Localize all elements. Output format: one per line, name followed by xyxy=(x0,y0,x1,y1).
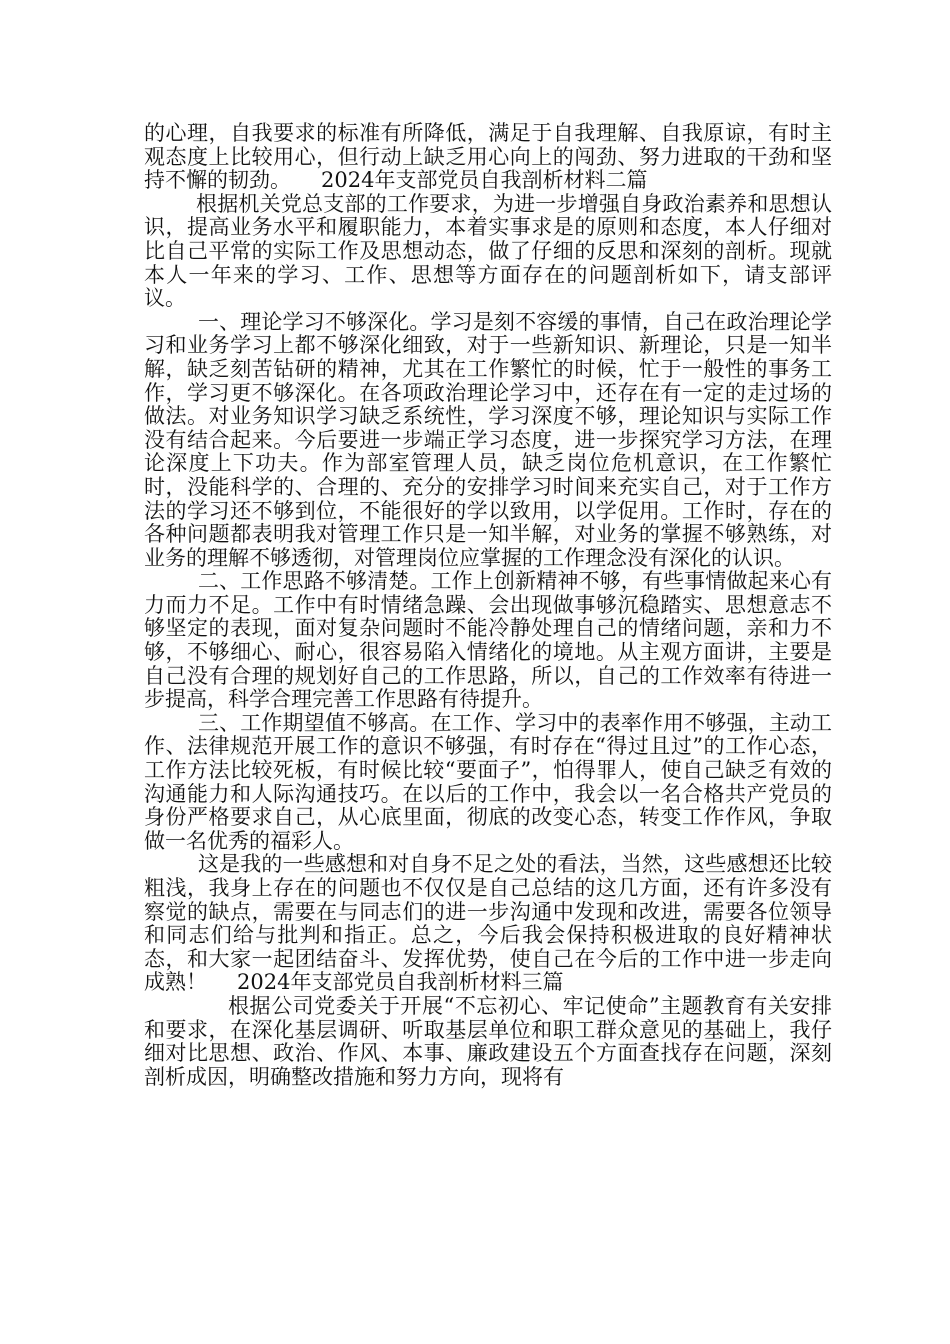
section-heading-3: 2024年支部党员自我剖析材料三篇 xyxy=(237,970,564,995)
paragraph-section-3-intro: 根据公司党委关于开展“不忘初心、牢记使命”主题教育有关安排和要求，在深化基层调研、听取基层单位和职工群众意见的基础上，我仔细对比思想、政治、作风、本事、廉政建设五个方面查找存在问题，深刻剖析成因，明确整改措施和努力方向，现将有 xyxy=(144,993,832,1089)
paragraph-intro: 根据机关党总支部的工作要求，为进一步增强自身政治素养和思想认识，提高业务水平和履职能力，本着实事求是的原则和态度，本人仔细对比自己平常的实际工作及思想动态，做了仔细的反思和深刻的剖析。现就本人一年来的学习、工作、思想等方面存在的问题剖析如下，请支部评议。 xyxy=(144,191,832,311)
paragraph-text: 这是我的一些感想和对自身不足之处的看法，当然，这些感想还比较粗浅，我身上存在的问题也不仅仅是自己总结的这几方面，还有许多没有察觉的缺点，需要在与同志们的进一步沟通中发现和改进，需要各位领导和同志们给与批判和指正。总之，今后我会保持积极进取的良好精神状态，和大家一起团结奋斗、发挥优势，使自己在今后的工作中进一步走向成熟！ xyxy=(144,852,832,995)
paragraph-point-2: 二、工作思路不够清楚。工作上创新精神不够，有些事情做起来心有力而力不足。工作中有时情绪急躁、会出现做事够沉稳踏实、思想意志不够坚定的表现，面对复杂问题时不能冷静处理自己的情绪问题，亲和力不够，不够细心、耐心，很容易陷入情绪化的境地。从主观方面讲，主要是自己没有合理的规划好自己的工作思路，所以，自己的工作效率有待进一步提高，科学合理完善工作思路有待提升。 xyxy=(144,569,832,712)
paragraph-continuation xyxy=(144,122,832,193)
paragraph-point-3: 三、工作期望值不够高。在工作、学习中的表率作用不够强，主动工作、法律规范开展工作的意识不够强，有时存在“得过且过”的工作心态，工作方法比较死板，有时候比较“要面子”，怕得罪人，使自己缺乏有效的沟通能力和人际沟通技巧。在以后的工作中，我会以一名合格共产党员的身份严格要求自己，从心底里面，彻底的改变心态，转变工作作风，争取做一名优秀的福彩人。 xyxy=(144,710,832,853)
paragraph-text: 的心理，自我要求的标准有所降低，满足于自我理解、自我原谅，有时主观态度上比较用心，但行动上缺乏用心向上的闯劲、努力进取的干劲和坚持不懈的韧劲。 xyxy=(144,121,832,193)
document-page xyxy=(144,122,832,1089)
paragraph-point-1: 一、理论学习不够深化。学习是刻不容缓的事情，自己在政治理论学习和业务学习上都不够深化细致，对于一些新知识、新理论，只是一知半解，缺乏刻苦钻研的精神，尤其在工作繁忙的时候，忙于一般性的事务工作，学习更不够深化。在各项政治理论学习中，还存在有一定的走过场的做法。对业务知识学习缺乏系统性，学习深度不够，理论知识与实际工作没有结合起来。今后要进一步端正学习态度，进一步探究学习方法，在理论深度上下功夫。作为部室管理人员，缺乏岗位危机意识，在工作繁忙时，没能科学的、合理的、充分的安排学习时间来充实自己，对于工作方法的学习还不够到位，不能很好的学以致用，以学促用。工作时，存在的各种问题都表明我对管理工作只是一知半解，对业务的掌握不够熟练，对业务的理解不够透彻，对管理岗位应掌握的工作理念没有深化的认识。 xyxy=(144,309,832,570)
section-heading-2: 2024年支部党员自我剖析材料二篇 xyxy=(321,168,648,193)
paragraph-conclusion xyxy=(144,853,832,995)
